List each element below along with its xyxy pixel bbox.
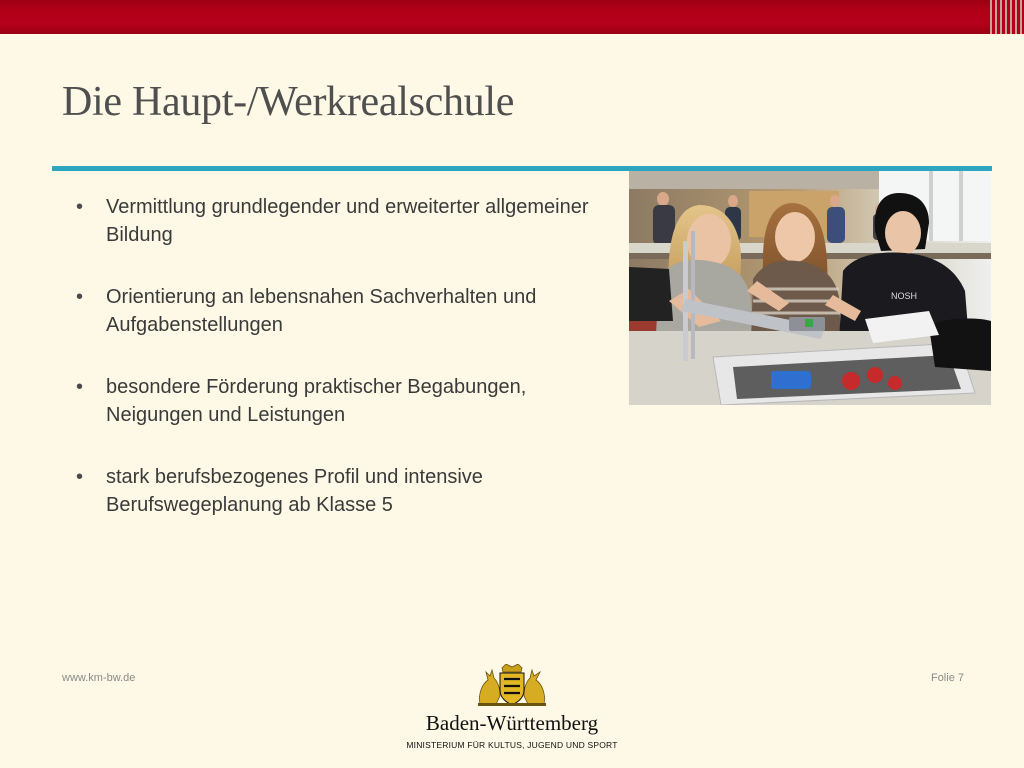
- coat-of-arms-icon: [474, 664, 550, 706]
- bullet-list: [72, 193, 612, 553]
- bullet-text: Orientierung an lebensnahen Sachverhalten und Aufgabenstellungen: [106, 286, 537, 336]
- ministry-name: MINISTERIUM FÜR KULTUS, JUGEND UND SPORT: [406, 740, 618, 750]
- classroom-photo: [629, 171, 991, 405]
- top-bar-stripes: [990, 0, 1024, 34]
- footer-url[interactable]: www.km-bw.de: [62, 672, 136, 684]
- bullet-dot: •: [76, 196, 84, 218]
- bullet-item: [72, 463, 612, 519]
- top-bar: [0, 0, 1024, 34]
- logo-name: Baden-Württemberg: [425, 711, 599, 735]
- svg-text:NOSH: NOSH: [891, 291, 918, 301]
- bullet-text: Vermittlung grundlegender und erweiterter allgemeiner Bildung: [106, 196, 589, 246]
- bullet-item: [72, 373, 612, 429]
- bullet-dot: •: [76, 466, 84, 488]
- bullet-item: [72, 193, 612, 249]
- bullet-dot: •: [76, 376, 84, 398]
- bullet-text: stark berufsbezogenes Profil und intensive Berufswegeplanung ab Klasse 5: [106, 466, 483, 516]
- bullet-dot: •: [76, 286, 84, 308]
- page-number: Folie 7: [930, 672, 964, 684]
- bullet-item: [72, 283, 612, 339]
- bullet-text: besondere Förderung praktischer Begabungen, Neigungen und Leistungen: [106, 376, 527, 426]
- slide-title: Die Haupt-/Werkrealschule: [62, 79, 515, 125]
